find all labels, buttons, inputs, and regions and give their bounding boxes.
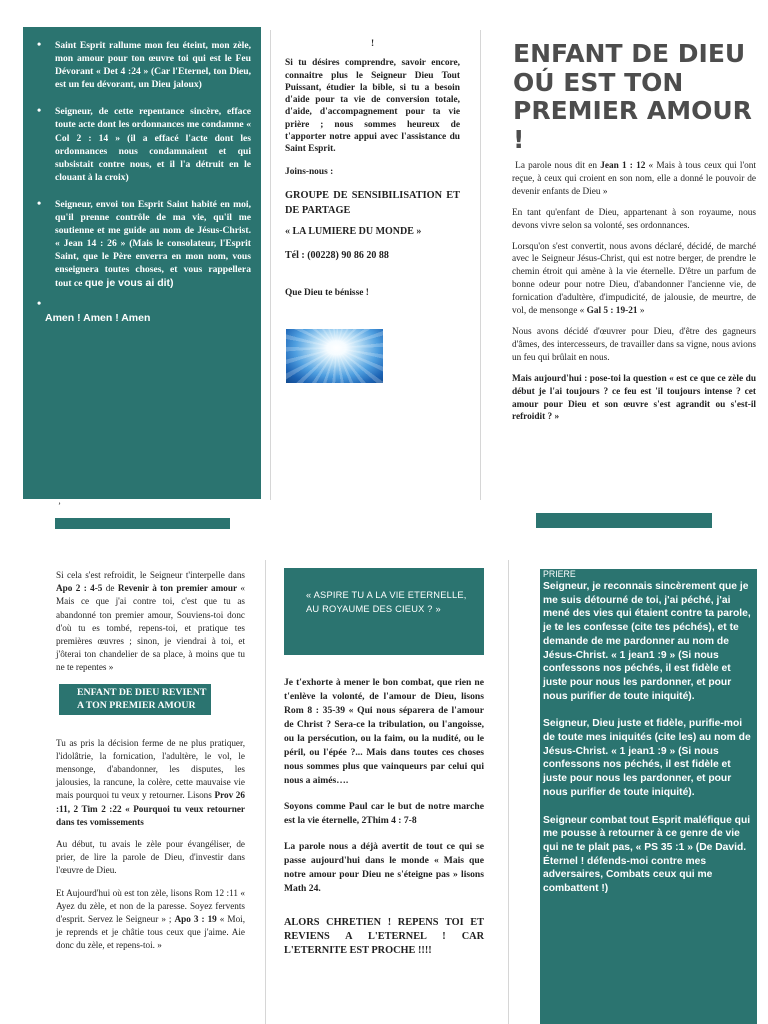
paragraph: Tu as pris la décision ferme de ne plus pratiquer, l'idolâtrie, la fornication, l'adultère, le vol, le mensonge, d'abandonner, les disputes, les jalousies, la rancune, la colère, cette mauvaise vie mais pourquoi tu veux y retourner. Lisons Prov 26 :11, 2 Tim 2 :22 « Pourquoi tu veux retourner dans tes vomissements	[56, 737, 245, 827]
group-name: GROUPE DE SENSIBILISATION ET DE PARTAGE	[285, 189, 460, 216]
paragraph: Seigneur, je reconnais sincèrement que je me suis détourné de toi, j'ai péché, j'ai mené des vies qui étaient contre ta parole, je te les confesse (cite tes péchés), et te demande de me pardonner au nom de Jésus-Christ. « 1 jean1 :9 » (Si nous confessons nos péchés, il est fidèle et juste pour nous les pardonner, et pour nous purifier de toute iniquité).	[543, 581, 751, 702]
exclamation: !	[370, 39, 375, 49]
list-item-text: Seigneur, envoi ton Esprit Saint habité en moi, qu'il prenne contrôle de ma vie, qu'il me soutienne et me guide au nom de Jésus-Christ. « Jean 14 : 26 » (Mais le consolateur, l'Esprit Saint, que le Père enverra en mon nom, vous enseignera toutes choses, et vous rappellera tout ce	[55, 198, 251, 289]
light-burst-image	[286, 329, 383, 383]
paragraph: Si cela s'est refroidit, le Seigneur t'interpelle dans Apo 2 : 4-5 de Revenir à ton premier amour « Mais ce que j'ai contre toi, c'est que tu as abandonné ton premier amour, Souviens-toi donc d'où tu es tombé, repens-toi, et pratique tes premières œuvres ; sinon, je viendrai à toi, et j'ôterai ton chandelier de sa place, à moins que tu ne te repentes »	[56, 570, 246, 673]
scripture-ref: Apo 3 : 19	[174, 914, 217, 925]
scripture-ref: Prov 26 :11, 2 Tim 2 :22 « Pourquoi tu veux retourner dans tes vomissements	[56, 790, 245, 827]
column-divider	[270, 30, 271, 500]
quote-box: « ASPIRE TU A LA VIE ETERNELLE, AU ROYAUME DES CIEUX ? »	[284, 568, 484, 655]
prayer-bullets-panel	[23, 27, 261, 499]
intro-panel	[512, 40, 756, 432]
paragraph: Seigneur combat tout Esprit maléfique qui me pousse à retourner à ce genre de vie qui ne te plait pas, « PS 35 :1 » (De David. Éternel ! défends-moi contre mes adversaires, Combats ceux qui me combattent !)	[543, 814, 751, 895]
separator-bar	[536, 513, 712, 528]
page-title: ENFANT DE DIEU OÚ EST TON PREMIER AMOUR !	[513, 39, 752, 154]
scripture-ref: Apo 2 : 4-5	[56, 583, 103, 594]
organization-name: « LA LUMIERE DU MONDE »	[285, 225, 422, 237]
question-paragraph: Mais aujourd'hui : pose-toi la question « est ce que ce zèle du début je l'ai toujours ? ce feu est 'il toujours intense ? cet amour pour Dieu et son œuvre s'est agrandit ou s'est-il refroidit ? »	[512, 373, 756, 423]
paragraph: Soyons comme Paul car le but de notre marche est la vie éternelle, 2Thim 4 : 7-8	[284, 801, 484, 826]
amen-text: Amen ! Amen ! Amen	[45, 311, 151, 324]
blessing-text: Que Dieu te bénisse !	[285, 287, 369, 298]
stray-mark: ’	[58, 501, 61, 511]
paragraph: Nous avons décidé d'œuvrer pour Dieu, d'être des gagneurs d'âmes, des intercesseurs, de travailler dans sa vigne, nous avions un feu qui brûlait en nous.	[512, 326, 756, 363]
section-heading: ENFANT DE DIEU REVIENT A TON PREMIER AMOUR	[59, 684, 211, 715]
exhortation-panel	[284, 676, 484, 971]
list-item: • Saint Esprit rallume mon feu éteint, mon zèle, mon amour pour ton œuvre toi qui est le Feu Dévorant « Det 4 :24 » (Car l'Eternel, ton Dieu, est un feu dévorant, un Dieu jaloux)	[37, 39, 251, 91]
return-panel	[56, 569, 245, 962]
scripture-ref: Jean 1 : 12	[600, 161, 646, 171]
paragraph: La parole nous a déjà avertit de tout ce qui se passe aujourd'hui dans le monde « Mais que notre amour pour Dieu ne s'éteigne pas » lisons Math 24.	[284, 841, 484, 894]
paragraph: Lorsqu'on s'est convertit, nous avons déclaré, décidé, de marché avec le Seigneur Jésus-Christ, qui est notre berger, de prendre le chemin étroit qui amène à la vie éternelle. D'être un parfum de bonne odeur pour notre Dieu, d'abandonner l'ancienne vie, de fornication d'adultère, d'impudicité, de jalousie, de meurtre, de vol, de mensonge « Gal 5 : 19-21 »	[512, 241, 756, 317]
paragraph: Et Aujourd'hui où est ton zèle, lisons Rom 12 :11 « Ayez du zèle, et non de la paresse. Soyez fervents d'esprit. Servez le Seigneur » ; Apo 3 : 19 « Moi, je reprends et je châtie tous ceux que j'aime. Aie donc du zèle, et repens-toi. »	[56, 887, 246, 951]
column-divider	[508, 560, 509, 1024]
prayer-panel	[540, 569, 757, 1024]
column-divider	[265, 560, 266, 1024]
emphasis: Revenir à ton premier amour	[117, 583, 238, 594]
intro-text: Si tu désires comprendre, savoir encore, connaitre plus le Seigneur Dieu Tout Puissant, étudier la bible, si tu a besoin d'aide pour ta vie de conversion totale, d'aide, d'accompagnement pour ta vie prière ; nous sommes heureux de t'apporter notre appui avec l'assistance du Saint Esprit.	[285, 58, 460, 155]
paragraph: Au début, tu avais le zèle pour évangéliser, de prier, de lire la parole de Dieu, d'investir dans l'œuvre de Dieu.	[56, 839, 245, 876]
scripture-ref: Gal 5 : 19-21	[586, 306, 638, 317]
list-item	[37, 198, 251, 290]
prayer-label: PRIERE	[543, 569, 576, 579]
join-text: Joins-nous :	[285, 166, 334, 177]
paragraph: La parole nous dit en Jean 1 : 12 « Mais à tous ceux qui l'ont reçue, à ceux qui croient en son nom, elle a donné le pouvoir de devenir enfants de Dieu »	[512, 161, 756, 197]
paragraph: En tant qu'enfant de Dieu, appartenant à son royaume, nous devons vivre selon sa volonté, ses ordonnances.	[512, 207, 756, 231]
list-item-text-end: que je vous ai dit)	[84, 276, 174, 289]
empty-list-item	[37, 298, 251, 308]
separator-bar	[55, 518, 230, 529]
list-item: • Seigneur, de cette repentance sincère, efface toute acte dont les ordonnances me condamne « Col 2 : 14 » (il a effacé l'acte dont les ordonnances nous condamnaient et qui subsistait contre nous, et il l'a détruit en le clouant à la croix)	[37, 105, 251, 184]
phone-number: Tél : (00228) 90 86 20 88	[285, 250, 389, 262]
column-divider	[480, 30, 481, 500]
prayer-bullet-list	[37, 39, 251, 308]
contact-panel	[285, 38, 460, 299]
closing-call: ALORS CHRETIEN ! REPENS TOI ET REVIENS A L'ETERNEL ! CAR L'ETERNITE EST PROCHE !!!!	[284, 917, 484, 957]
paragraph: Je t'exhorte à mener le bon combat, que rien ne t'enlève la volonté, de l'amour de Dieu, lisons Rom 8 : 35-39 « Qui nous séparera de l'amour de Christ ? Sera-ce la tribulation, ou l'angoisse, ou la persécution, ou la faim, ou la nudité, ou le péril, ou l'épée ?... Mais dans toutes ces choses nous sommes plus que vainqueurs par celui qui nous a aimés….	[284, 677, 484, 786]
paragraph: Seigneur, Dieu juste et fidèle, purifie-moi de toute mes iniquités (cite les) au nom de Jésus-Christ. « 1 jean1 :9 » (Si nous confessons nos péchés, il est fidèle et juste pour nous les pardonner, et pour nous purifier de toute iniquité).	[543, 718, 751, 798]
